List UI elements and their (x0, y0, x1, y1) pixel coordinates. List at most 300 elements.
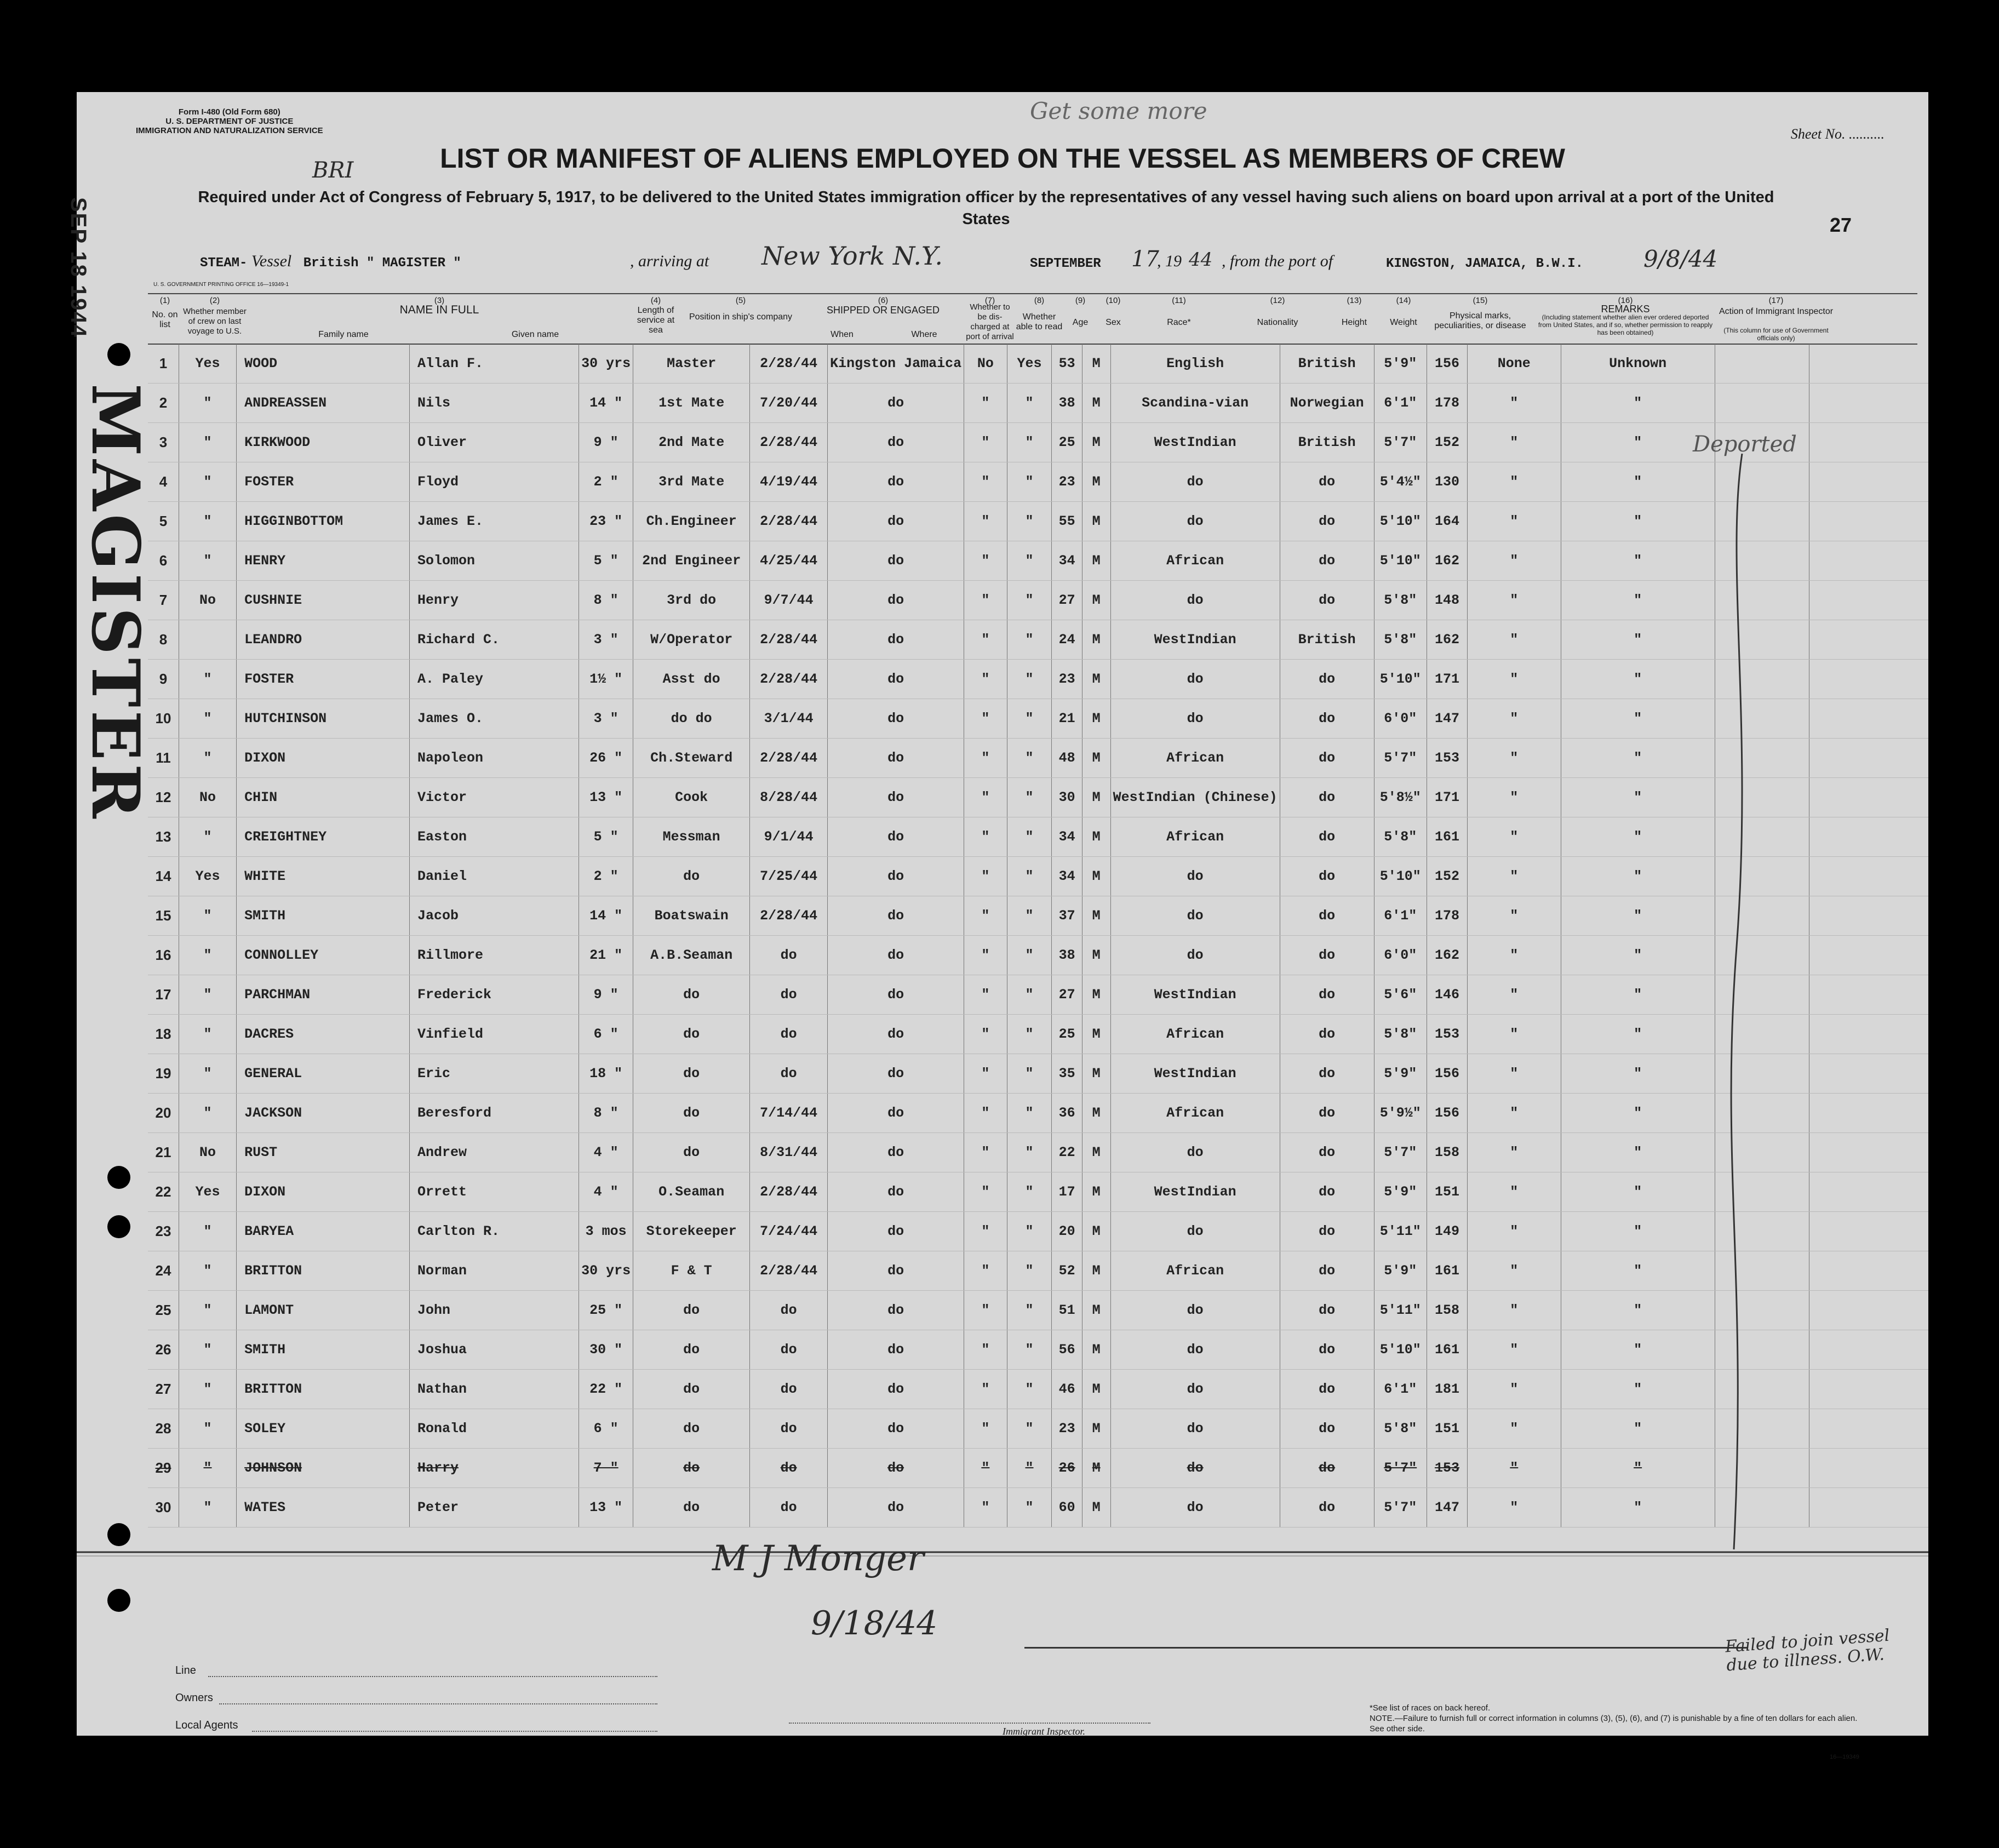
cell-sex: M (1082, 541, 1110, 581)
cell-margin (1809, 1330, 1928, 1370)
cell-able-to-read: " (1007, 1172, 1052, 1212)
cell-shipped-where: do (828, 1172, 964, 1212)
cell-discharged: " (964, 502, 1007, 541)
cell-physical-marks: " (1468, 739, 1561, 778)
cell-nationality: do (1280, 1212, 1374, 1251)
cell-sex: M (1082, 896, 1110, 936)
cell-remarks: " (1561, 936, 1715, 975)
cell-race: English (1110, 344, 1280, 384)
cell-race: do (1110, 1133, 1280, 1172)
cell-weight: 162 (1427, 620, 1467, 660)
cell-physical-marks: " (1468, 1054, 1561, 1094)
cell-discharged: " (964, 1094, 1007, 1133)
cell-margin (1809, 1054, 1928, 1094)
cell-race: WestIndian (Chinese) (1110, 778, 1280, 817)
cell-height: 5'7" (1374, 1449, 1427, 1488)
cell-family-name: SMITH (237, 1330, 410, 1370)
crew-row (148, 975, 1928, 1015)
cell-nationality: British (1280, 423, 1374, 462)
arrival-day: 17 (1131, 247, 1159, 272)
row-29-remark: Failed to join vessel due to illness. O.W. (1724, 1626, 1891, 1675)
cell-height: 5'9" (1374, 1251, 1427, 1291)
col-num-16: (16) (1618, 296, 1633, 305)
cell-shipped-when: 2/28/44 (750, 620, 828, 660)
cell-service-length: 7 " (579, 1449, 633, 1488)
hdr-position: Position in ship's company (689, 312, 793, 322)
cell-row-number: 2 (148, 384, 179, 423)
cell-age: 23 (1052, 660, 1082, 699)
cell-physical-marks: " (1468, 660, 1561, 699)
remarks-bracket-line (1720, 454, 1764, 1577)
cell-discharged: " (964, 1449, 1007, 1488)
col-num-15: (15) (1473, 296, 1488, 305)
cell-sex: M (1082, 817, 1110, 857)
cell-weight: 156 (1427, 1094, 1467, 1133)
cell-discharged: " (964, 1291, 1007, 1330)
cell-service-length: 6 " (579, 1409, 633, 1449)
cell-given-name: Allan F. (410, 344, 579, 384)
cell-weight: 171 (1427, 660, 1467, 699)
cell-weight: 153 (1427, 1449, 1467, 1488)
cell-shipped-where: do (828, 1488, 964, 1527)
cell-last-voyage: " (179, 1015, 236, 1054)
crew-row (148, 1370, 1928, 1409)
cell-physical-marks: " (1468, 896, 1561, 936)
cell-given-name: Jacob (410, 896, 579, 936)
cell-margin (1809, 1291, 1928, 1330)
cell-height: 5'7" (1374, 739, 1427, 778)
cell-discharged: " (964, 660, 1007, 699)
cell-shipped-where: do (828, 1291, 964, 1330)
cell-height: 5'4½" (1374, 462, 1427, 502)
cell-shipped-when: do (750, 1291, 828, 1330)
cell-remarks: " (1561, 660, 1715, 699)
crew-row (148, 739, 1928, 778)
cell-service-length: 4 " (579, 1172, 633, 1212)
cell-last-voyage: No (179, 1133, 236, 1172)
cell-race: do (1110, 857, 1280, 896)
cell-physical-marks: " (1468, 1133, 1561, 1172)
cell-service-length: 5 " (579, 817, 633, 857)
cell-shipped-where: do (828, 581, 964, 620)
cell-age: 51 (1052, 1291, 1082, 1330)
cell-able-to-read: " (1007, 1488, 1052, 1527)
cell-margin (1809, 857, 1928, 896)
cell-age: 52 (1052, 1251, 1082, 1291)
cell-height: 5'10" (1374, 1330, 1427, 1370)
cell-position: do (633, 1291, 750, 1330)
crew-row (148, 857, 1928, 896)
cell-weight: 158 (1427, 1133, 1467, 1172)
cell-given-name: Victor (410, 778, 579, 817)
cell-margin (1809, 620, 1928, 660)
cell-weight: 178 (1427, 896, 1467, 936)
cell-position: A.B.Seaman (633, 936, 750, 975)
cell-nationality: do (1280, 1291, 1374, 1330)
cell-remarks: " (1561, 1054, 1715, 1094)
crew-row (148, 1409, 1928, 1449)
hdr-no-on-list: No. on list (152, 310, 178, 329)
cell-shipped-where: do (828, 660, 964, 699)
cell-given-name: Easton (410, 817, 579, 857)
cell-sex: M (1082, 857, 1110, 896)
hdr-family-name: Family name (318, 330, 369, 339)
cell-family-name: DIXON (237, 1172, 410, 1212)
cell-last-voyage: " (179, 1488, 236, 1527)
cell-race: do (1110, 1330, 1280, 1370)
cell-family-name: CREIGHTNEY (237, 817, 410, 857)
cell-nationality: do (1280, 1094, 1374, 1133)
cell-nationality: do (1280, 1488, 1374, 1527)
cell-remarks: " (1561, 1330, 1715, 1370)
cell-sex: M (1082, 975, 1110, 1015)
cell-service-length: 3 " (579, 620, 633, 660)
cell-able-to-read: " (1007, 1449, 1052, 1488)
cell-margin (1809, 502, 1928, 541)
cell-remarks: " (1561, 817, 1715, 857)
cell-age: 34 (1052, 817, 1082, 857)
cell-given-name: Joshua (410, 1330, 579, 1370)
cell-sex: M (1082, 620, 1110, 660)
cell-last-voyage: " (179, 699, 236, 739)
cell-last-voyage: Yes (179, 857, 236, 896)
cell-nationality: Norwegian (1280, 384, 1374, 423)
cell-margin (1809, 1449, 1928, 1488)
cell-shipped-where: do (828, 1133, 964, 1172)
cell-discharged: " (964, 1330, 1007, 1370)
cell-sex: M (1082, 660, 1110, 699)
cell-remarks: " (1561, 1172, 1715, 1212)
cell-shipped-when: 8/28/44 (750, 778, 828, 817)
cell-row-number: 19 (148, 1054, 179, 1094)
cell-discharged: " (964, 936, 1007, 975)
col-num-2: (2) (209, 296, 220, 305)
cell-sex: M (1082, 1212, 1110, 1251)
crew-table (148, 344, 1928, 1527)
footer-owners-label: Owners (175, 1692, 213, 1704)
cell-row-number: 4 (148, 462, 179, 502)
cell-age: 30 (1052, 778, 1082, 817)
cell-nationality: do (1280, 462, 1374, 502)
cell-row-number: 9 (148, 660, 179, 699)
cell-service-length: 13 " (579, 1488, 633, 1527)
cell-shipped-where: do (828, 975, 964, 1015)
cell-race: Scandina-vian (1110, 384, 1280, 423)
cell-position: do (633, 1094, 750, 1133)
cell-age: 20 (1052, 1212, 1082, 1251)
cell-row-number: 20 (148, 1094, 179, 1133)
cell-row-number: 30 (148, 1488, 179, 1527)
cell-given-name: A. Paley (410, 660, 579, 699)
signature-date: 9/18/44 (811, 1604, 938, 1643)
cell-shipped-when: do (750, 1409, 828, 1449)
cell-family-name: FOSTER (237, 462, 410, 502)
cell-physical-marks: " (1468, 1449, 1561, 1488)
cell-race: do (1110, 1488, 1280, 1527)
cell-age: 36 (1052, 1094, 1082, 1133)
crew-row (148, 1133, 1928, 1172)
cell-shipped-where: Kingston Jamaica (828, 344, 964, 384)
cell-discharged: " (964, 1172, 1007, 1212)
cell-remarks: " (1561, 620, 1715, 660)
cell-family-name: SMITH (237, 896, 410, 936)
arriving-port: New York N.Y. (761, 241, 943, 271)
cell-discharged: " (964, 817, 1007, 857)
cell-sex: M (1082, 699, 1110, 739)
cell-remarks: " (1561, 502, 1715, 541)
cell-shipped-when: 2/28/44 (750, 739, 828, 778)
cell-weight: 158 (1427, 1291, 1467, 1330)
inspector-signature: M J Monger (712, 1538, 924, 1579)
col-num-9: (9) (1075, 296, 1086, 305)
cell-last-voyage: " (179, 1094, 236, 1133)
cell-sex: M (1082, 1370, 1110, 1409)
hdr-whether-member: Whether member of crew on last voyage to U.S. (183, 307, 247, 336)
hdr-name-in-full: NAME IN FULL (399, 304, 479, 316)
cell-weight: 146 (1427, 975, 1467, 1015)
cell-height: 5'10" (1374, 541, 1427, 581)
cell-physical-marks: " (1468, 817, 1561, 857)
cell-service-length: 26 " (579, 739, 633, 778)
cell-able-to-read: " (1007, 620, 1052, 660)
cell-physical-marks: " (1468, 1370, 1561, 1409)
cell-height: 5'7" (1374, 1488, 1427, 1527)
cell-margin (1809, 936, 1928, 975)
crew-row (148, 1015, 1928, 1054)
cell-shipped-where: do (828, 462, 964, 502)
cell-physical-marks: " (1468, 1015, 1561, 1054)
cell-given-name: Harry (410, 1449, 579, 1488)
cell-row-number: 7 (148, 581, 179, 620)
cell-height: 6'1" (1374, 896, 1427, 936)
crew-row (148, 1054, 1928, 1094)
cell-height: 5'8" (1374, 581, 1427, 620)
cell-family-name: BARYEA (237, 1212, 410, 1251)
cell-weight: 161 (1427, 1330, 1467, 1370)
form-id-line-3: IMMIGRATION AND NATURALIZATION SERVICE (136, 126, 323, 135)
hdr-weight: Weight (1390, 318, 1417, 327)
cell-family-name: RUST (237, 1133, 410, 1172)
cell-shipped-when: 4/25/44 (750, 541, 828, 581)
cell-remarks: " (1561, 541, 1715, 581)
cell-race: do (1110, 581, 1280, 620)
cell-nationality: British (1280, 620, 1374, 660)
cell-shipped-when: 2/28/44 (750, 896, 828, 936)
cell-height: 5'10" (1374, 502, 1427, 541)
cell-service-length: 8 " (579, 581, 633, 620)
cell-given-name: John (410, 1291, 579, 1330)
cell-nationality: do (1280, 778, 1374, 817)
col-num-6: (6) (878, 296, 889, 305)
cell-height: 5'9" (1374, 1054, 1427, 1094)
cell-row-number: 1 (148, 344, 179, 384)
cell-remarks: " (1561, 1291, 1715, 1330)
cell-shipped-when: do (750, 1015, 828, 1054)
cell-family-name: JACKSON (237, 1094, 410, 1133)
cell-physical-marks: " (1468, 384, 1561, 423)
cell-given-name: Norman (410, 1251, 579, 1291)
handwritten-top-note: Get some more (1030, 98, 1207, 124)
cell-race: do (1110, 1409, 1280, 1449)
footer-line-label: Line (175, 1664, 196, 1677)
cell-sex: M (1082, 1094, 1110, 1133)
cell-shipped-when: 9/1/44 (750, 817, 828, 857)
cell-age: 23 (1052, 1409, 1082, 1449)
cell-remarks: " (1561, 1015, 1715, 1054)
cell-nationality: do (1280, 896, 1374, 936)
cell-weight: 151 (1427, 1409, 1467, 1449)
cell-shipped-where: do (828, 502, 964, 541)
cell-shipped-when: do (750, 1370, 828, 1409)
col-num-10: (10) (1106, 296, 1121, 305)
cell-race: WestIndian (1110, 975, 1280, 1015)
crew-row (148, 1449, 1928, 1488)
cell-row-number: 22 (148, 1172, 179, 1212)
footer-notes (1370, 1703, 1863, 1734)
cell-last-voyage: " (179, 1409, 236, 1449)
cell-shipped-where: do (828, 739, 964, 778)
cell-shipped-when: do (750, 1488, 828, 1527)
cell-weight: 181 (1427, 1370, 1467, 1409)
cell-sex: M (1082, 1409, 1110, 1449)
cell-given-name: Peter (410, 1488, 579, 1527)
cell-position: do (633, 857, 750, 896)
cell-family-name: WHITE (237, 857, 410, 896)
cell-race: do (1110, 936, 1280, 975)
cell-nationality: do (1280, 1409, 1374, 1449)
sheet-number: Sheet No. .......... (1790, 126, 1885, 142)
cell-service-length: 9 " (579, 423, 633, 462)
cell-physical-marks: " (1468, 1094, 1561, 1133)
cell-position: do (633, 1133, 750, 1172)
cell-able-to-read: " (1007, 739, 1052, 778)
cell-row-number: 28 (148, 1409, 179, 1449)
cell-shipped-when: 2/28/44 (750, 423, 828, 462)
cell-discharged: " (964, 581, 1007, 620)
cell-age: 60 (1052, 1488, 1082, 1527)
cell-row-number: 11 (148, 739, 179, 778)
cell-margin (1809, 739, 1928, 778)
cell-row-number: 17 (148, 975, 179, 1015)
cell-family-name: BRITTON (237, 1251, 410, 1291)
cell-service-length: 5 " (579, 541, 633, 581)
cell-race: African (1110, 541, 1280, 581)
cell-able-to-read: " (1007, 462, 1052, 502)
col-num-5: (5) (735, 296, 746, 305)
cell-height: 6'1" (1374, 384, 1427, 423)
cell-shipped-where: do (828, 857, 964, 896)
cell-service-length: 14 " (579, 896, 633, 936)
cell-given-name: Eric (410, 1054, 579, 1094)
cell-sex: M (1082, 1133, 1110, 1172)
cell-shipped-where: do (828, 1094, 964, 1133)
cell-race: African (1110, 1015, 1280, 1054)
cell-family-name: JOHNSON (237, 1449, 410, 1488)
arriving-label: , arriving at (630, 252, 709, 270)
cell-sex: M (1082, 936, 1110, 975)
cell-physical-marks: " (1468, 936, 1561, 975)
cell-physical-marks: " (1468, 857, 1561, 896)
cell-shipped-when: 7/14/44 (750, 1094, 828, 1133)
cell-family-name: LEANDRO (237, 620, 410, 660)
cell-margin (1809, 541, 1928, 581)
cell-physical-marks: " (1468, 1291, 1561, 1330)
hdr-action: Action of Immigrant Inspector (1719, 307, 1834, 316)
cell-position: do (633, 1370, 750, 1409)
cell-shipped-where: do (828, 896, 964, 936)
cell-race: WestIndian (1110, 1054, 1280, 1094)
cell-weight: 147 (1427, 699, 1467, 739)
cell-action (1715, 384, 1809, 423)
cell-discharged: " (964, 896, 1007, 936)
punch-hole (107, 1215, 130, 1238)
crew-row (148, 344, 1928, 384)
cell-physical-marks: " (1468, 975, 1561, 1015)
page-title: LIST OR MANIFEST OF ALIENS EMPLOYED ON THE VESSEL AS MEMBERS OF CREW (440, 143, 1565, 174)
cell-service-length: 23 " (579, 502, 633, 541)
cell-given-name: Carlton R. (410, 1212, 579, 1251)
cell-nationality: do (1280, 739, 1374, 778)
cell-row-number: 14 (148, 857, 179, 896)
cell-service-length: 30 yrs (579, 344, 633, 384)
cell-physical-marks: " (1468, 1212, 1561, 1251)
cell-shipped-when: do (750, 975, 828, 1015)
cell-given-name: Beresford (410, 1094, 579, 1133)
cell-last-voyage: " (179, 817, 236, 857)
cell-nationality: do (1280, 502, 1374, 541)
cell-able-to-read: " (1007, 1251, 1052, 1291)
cell-sex: M (1082, 502, 1110, 541)
cell-position: 3rd do (633, 581, 750, 620)
cell-margin (1809, 384, 1928, 423)
page-subtitle: Required under Act of Congress of February 5, 1917, to be delivered to the United States immigration officer by the representatives of any vessel having such aliens on board upon arrival at a port of the United States (198, 188, 1774, 228)
cell-position: W/Operator (633, 620, 750, 660)
cell-given-name: Solomon (410, 541, 579, 581)
cell-sex: M (1082, 1251, 1110, 1291)
cell-weight: 147 (1427, 1488, 1467, 1527)
cell-physical-marks: " (1468, 699, 1561, 739)
cell-sex: M (1082, 778, 1110, 817)
cell-height: 5'7" (1374, 423, 1427, 462)
cell-shipped-where: do (828, 620, 964, 660)
cell-able-to-read: " (1007, 1054, 1052, 1094)
cell-shipped-when: do (750, 1330, 828, 1370)
cell-age: 25 (1052, 423, 1082, 462)
cell-able-to-read: " (1007, 936, 1052, 975)
cell-weight: 162 (1427, 936, 1467, 975)
cell-service-length: 22 " (579, 1370, 633, 1409)
cell-age: 23 (1052, 462, 1082, 502)
cell-physical-marks: " (1468, 423, 1561, 462)
crew-row (148, 817, 1928, 857)
cell-able-to-read: " (1007, 1291, 1052, 1330)
cell-last-voyage: " (179, 1291, 236, 1330)
col-num-4: (4) (650, 296, 661, 305)
cell-service-length: 4 " (579, 1133, 633, 1172)
cell-service-length: 18 " (579, 1054, 633, 1094)
cell-last-voyage: Yes (179, 344, 236, 384)
cell-row-number: 16 (148, 936, 179, 975)
cell-race: WestIndian (1110, 620, 1280, 660)
cell-sex: M (1082, 1449, 1110, 1488)
cell-remarks: Unknown (1561, 344, 1715, 384)
cell-shipped-where: do (828, 1212, 964, 1251)
cell-height: 5'9" (1374, 344, 1427, 384)
cell-last-voyage: " (179, 1449, 236, 1488)
punch-hole (107, 1589, 130, 1612)
cell-service-length: 1½ " (579, 660, 633, 699)
hdr-age: Age (1072, 318, 1089, 327)
